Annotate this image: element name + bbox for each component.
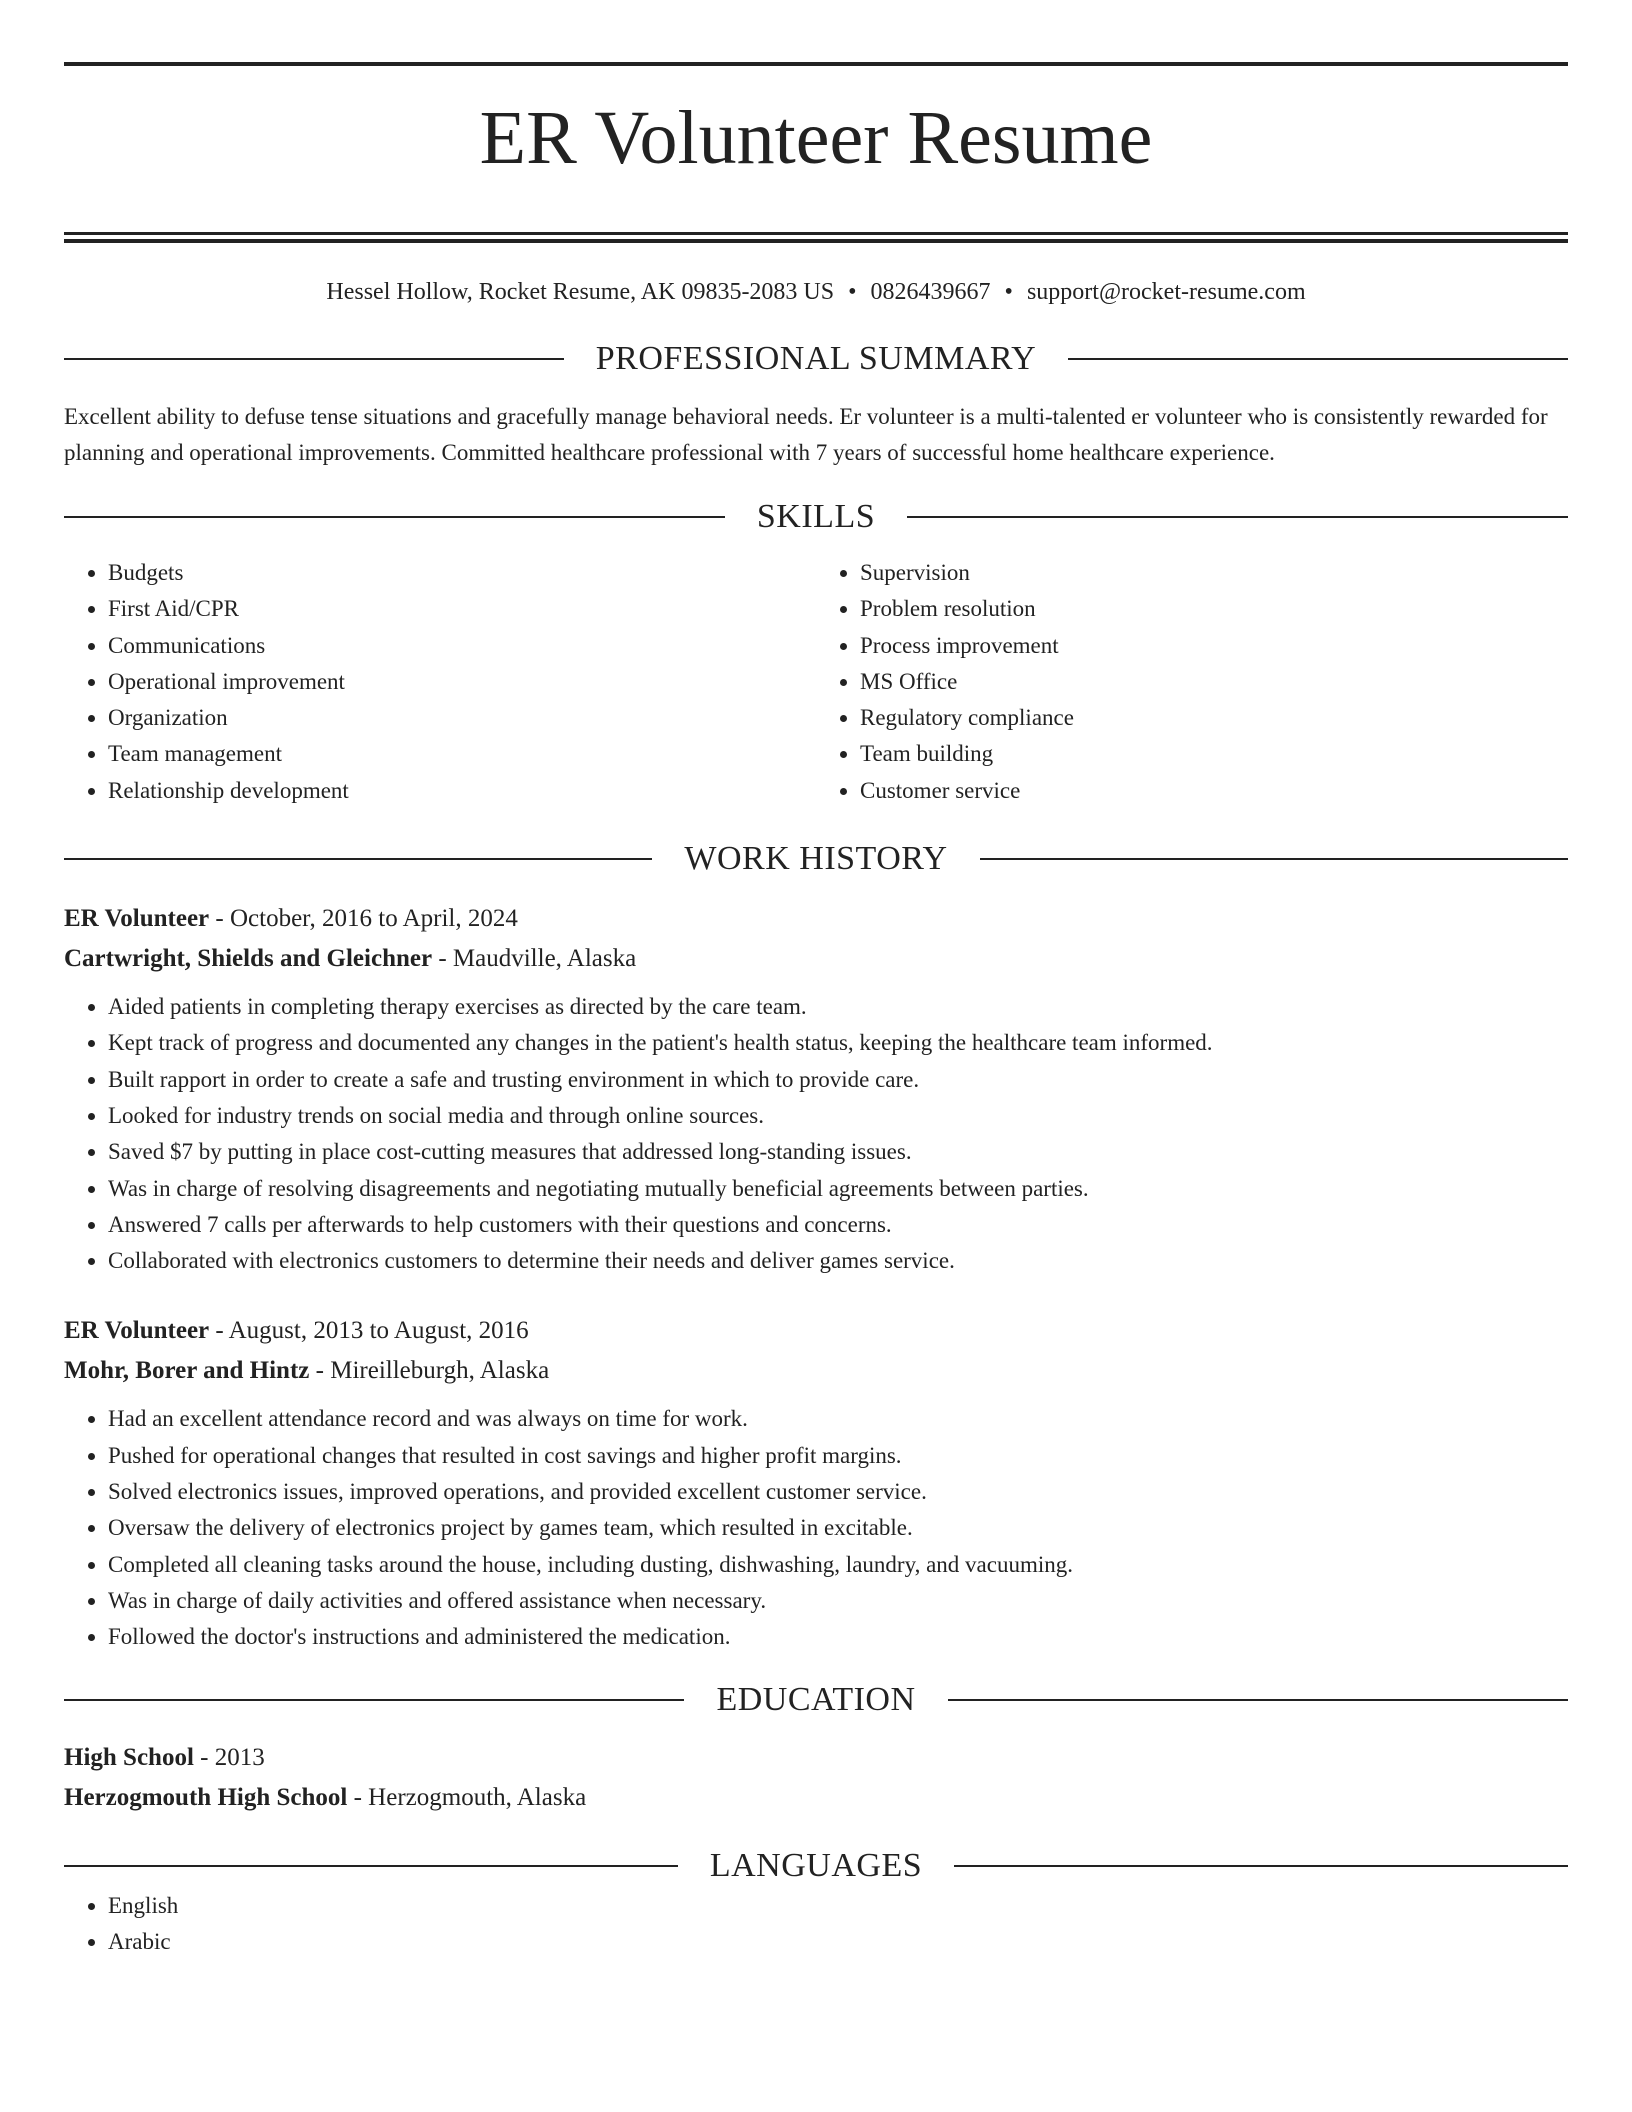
skill-item: • MS Office [860,664,1568,700]
section-title-languages: LANGUAGES [709,1846,923,1884]
title-double-rule [64,232,1568,243]
job-company-line [64,1351,1568,1391]
section-rule [948,1699,1568,1701]
education-year: 2013 [214,1743,265,1771]
contact-email: support@rocket-resume.com [1026,279,1306,305]
section-rule [907,516,1568,518]
job-location: Maudville, Alaska [452,945,637,973]
job-bullets [64,1401,1568,1655]
page-title: ER Volunteer Resume [479,96,1153,180]
skill-item: • Operational improvement [108,664,816,700]
languages-list [64,1888,1568,1961]
job-bullet: • Built rapport in order to create a safe and trusting environment in which to provide care. [108,1062,1568,1098]
job-bullet: • Saved $7 by putting in place cost-cutting measures that addressed long-standing issues. [108,1134,1568,1170]
contact-separator: • [848,279,857,305]
job-bullet: • Oversaw the delivery of electronics project by games team, which resulted in excitable. [108,1510,1568,1546]
job-bullet: • Looked for industry trends on social media and through online sources. [108,1098,1568,1134]
section-rule [980,858,1568,860]
job-title: ER Volunteer [64,1317,210,1345]
section-title-work: WORK HISTORY [684,840,948,878]
dash: - [438,945,447,973]
contact-phone: 0826439667 [870,279,991,305]
job-bullet: • Followed the doctor's instructions and administered the medication. [108,1619,1568,1655]
job-bullet: • Was in charge of resolving disagreements and negotiating mutually beneficial agreements between parties. [108,1171,1568,1207]
section-rule [954,1865,1568,1867]
section-rule [64,358,564,360]
section-header-languages [64,1844,1568,1888]
skill-item: • Process improvement [860,628,1568,664]
education-entry [64,1738,1568,1818]
section-rule [64,858,652,860]
section-header-summary [64,337,1568,381]
job-bullet: • Was in charge of daily activities and offered assistance when necessary. [108,1583,1568,1619]
education-school-line [64,1778,1568,1818]
contact-line [64,277,1568,307]
dash: - [215,905,224,933]
language-item: • English [108,1888,1568,1924]
skill-item: • Team building [860,736,1568,772]
job-title-line [64,1311,1568,1351]
section-rule [64,1699,684,1701]
skill-item: • Organization [108,700,816,736]
dash: - [315,1357,324,1385]
job-bullet: • Had an excellent attendance record and was always on time for work. [108,1401,1568,1437]
section-header-work [64,837,1568,881]
job-dates: October, 2016 to April, 2024 [229,905,518,933]
education-degree-line [64,1738,1568,1778]
skills-list-right [816,555,1568,809]
skill-item: • Problem resolution [860,591,1568,627]
job-title-line [64,899,1568,939]
section-header-education [64,1678,1568,1722]
job-bullet: • Aided patients in completing therapy exercises as directed by the care team. [108,989,1568,1025]
section-title-education: EDUCATION [716,1680,916,1718]
section-rule [64,1865,678,1867]
dash: - [353,1783,362,1811]
job-bullet: • Answered 7 calls per afterwards to help customers with their questions and concerns. [108,1207,1568,1243]
job-title: ER Volunteer [64,905,210,933]
job-company: Cartwright, Shields and Gleichner [64,945,433,973]
education-degree: High School [64,1743,194,1771]
contact-separator: • [1004,279,1013,305]
job-entry [64,1311,1568,1655]
skills-columns [64,555,1568,809]
job-company-line [64,939,1568,979]
job-bullet: • Kept track of progress and documented any changes in the patient's health status, keeping the healthcare team informed. [108,1025,1568,1061]
skill-item: • First Aid/CPR [108,591,816,627]
job-bullets [64,989,1568,1279]
skill-item: • Budgets [108,555,816,591]
top-rule [64,62,1568,66]
dash: - [200,1743,209,1771]
section-header-skills [64,495,1568,539]
language-item: • Arabic [108,1924,1568,1960]
job-company: Mohr, Borer and Hintz [64,1357,310,1385]
summary-text: Excellent ability to defuse tense situations and gracefully manage behavioral needs. Er volunteer is a multi-talented er volunteer who is consistently rewarded for planning and operational improvements. Committed healthcare professional with 7 years of successful home healthcare experience. [64,404,1548,465]
section-rule [1068,358,1568,360]
skill-item: • Team management [108,736,816,772]
skill-item: • Customer service [860,773,1568,809]
education-school: Herzogmouth High School [64,1783,348,1811]
section-rule [64,516,725,518]
dash: - [215,1317,224,1345]
contact-address: Hessel Hollow, Rocket Resume, AK 09835-2083 US [326,279,835,305]
skills-list-left [64,555,816,809]
job-bullet: • Collaborated with electronics customers to determine their needs and deliver games service. [108,1243,1568,1279]
skill-item: • Supervision [860,555,1568,591]
job-bullet: • Solved electronics issues, improved operations, and provided excellent customer service. [108,1474,1568,1510]
job-entry [64,899,1568,1279]
section-title-skills: SKILLS [756,498,876,535]
skill-item: • Relationship development [108,773,816,809]
job-dates: August, 2013 to August, 2016 [228,1317,529,1345]
skill-item: • Communications [108,628,816,664]
job-bullet: • Completed all cleaning tasks around the house, including dusting, dishwashing, laundry, and vacuuming. [108,1547,1568,1583]
section-title-summary: PROFESSIONAL SUMMARY [595,340,1037,377]
education-location: Herzogmouth, Alaska [368,1783,587,1811]
skill-item: • Regulatory compliance [860,700,1568,736]
job-bullet: • Pushed for operational changes that resulted in cost savings and higher profit margins. [108,1438,1568,1474]
job-location: Mireilleburgh, Alaska [330,1357,550,1385]
